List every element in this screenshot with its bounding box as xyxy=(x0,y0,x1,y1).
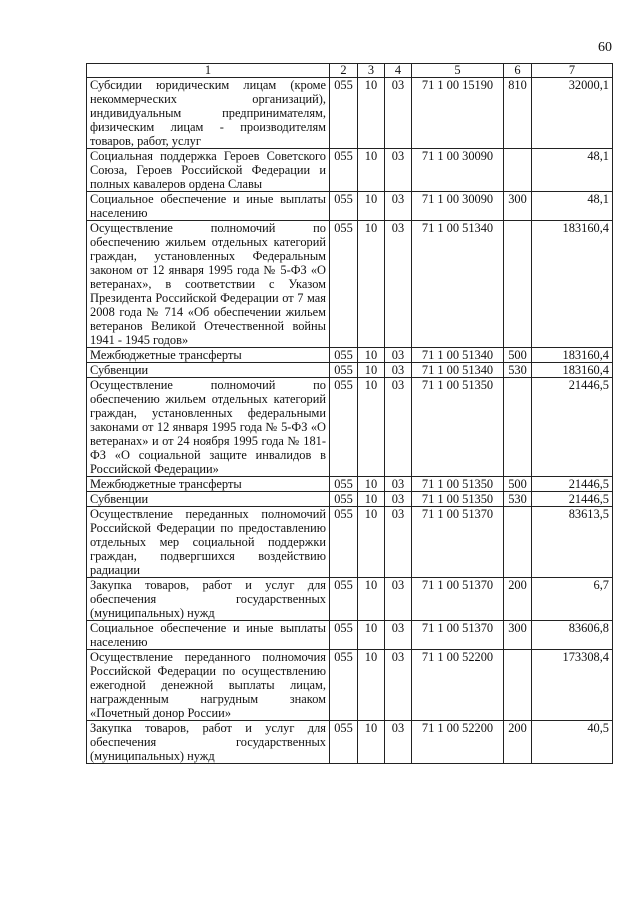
cell-rz: 10 xyxy=(358,221,385,348)
cell-pr: 03 xyxy=(385,78,412,149)
table-row xyxy=(87,378,613,477)
cell-rz: 10 xyxy=(358,650,385,721)
column-header-rz: 3 xyxy=(358,64,385,78)
cell-pr: 03 xyxy=(385,492,412,507)
cell-ved: 055 xyxy=(330,650,358,721)
cell-pr: 03 xyxy=(385,363,412,378)
table-body xyxy=(87,78,613,764)
cell-csr: 71 1 00 51370 xyxy=(412,621,504,650)
cell-rz: 10 xyxy=(358,363,385,378)
cell-ved: 055 xyxy=(330,363,358,378)
cell-rz: 10 xyxy=(358,348,385,363)
column-header-pr: 4 xyxy=(385,64,412,78)
cell-csr: 71 1 00 30090 xyxy=(412,149,504,192)
cell-csr: 71 1 00 51370 xyxy=(412,578,504,621)
cell-name: Межбюджетные трансферты xyxy=(87,348,330,363)
page-number: 60 xyxy=(598,40,612,55)
cell-vr: 300 xyxy=(504,192,532,221)
cell-pr: 03 xyxy=(385,621,412,650)
cell-csr: 71 1 00 51340 xyxy=(412,363,504,378)
cell-name: Закупка товаров, работ и услуг для обеспечения государственных (муниципальных) нужд xyxy=(87,721,330,764)
cell-name: Социальное обеспечение и иные выплаты населению xyxy=(87,621,330,650)
table-row xyxy=(87,507,613,578)
cell-name: Субсидии юридическим лицам (кроме некоммерческих организаций), индивидуальным предпринимателям, физическим лицам - производителям товаров, работ, услуг xyxy=(87,78,330,149)
cell-vr: 500 xyxy=(504,348,532,363)
cell-pr: 03 xyxy=(385,650,412,721)
cell-csr: 71 1 00 52200 xyxy=(412,721,504,764)
table-header-row xyxy=(87,64,613,78)
cell-rz: 10 xyxy=(358,378,385,477)
cell-sum: 83606,8 xyxy=(532,621,613,650)
cell-rz: 10 xyxy=(358,192,385,221)
cell-rz: 10 xyxy=(358,578,385,621)
cell-rz: 10 xyxy=(358,78,385,149)
cell-vr: 300 xyxy=(504,621,532,650)
cell-pr: 03 xyxy=(385,378,412,477)
cell-sum: 83613,5 xyxy=(532,507,613,578)
cell-ved: 055 xyxy=(330,621,358,650)
cell-sum: 6,7 xyxy=(532,578,613,621)
cell-rz: 10 xyxy=(358,149,385,192)
cell-rz: 10 xyxy=(358,477,385,492)
table-row xyxy=(87,477,613,492)
cell-vr xyxy=(504,507,532,578)
column-header-csr: 5 xyxy=(412,64,504,78)
cell-pr: 03 xyxy=(385,578,412,621)
cell-csr: 71 1 00 51340 xyxy=(412,348,504,363)
cell-rz: 10 xyxy=(358,492,385,507)
table-row xyxy=(87,149,613,192)
cell-sum: 21446,5 xyxy=(532,492,613,507)
cell-pr: 03 xyxy=(385,192,412,221)
cell-sum: 21446,5 xyxy=(532,378,613,477)
table-row xyxy=(87,348,613,363)
cell-vr xyxy=(504,378,532,477)
cell-csr: 71 1 00 51370 xyxy=(412,507,504,578)
column-header-vr: 6 xyxy=(504,64,532,78)
cell-sum: 173308,4 xyxy=(532,650,613,721)
cell-name: Закупка товаров, работ и услуг для обеспечения государственных (муниципальных) нужд xyxy=(87,578,330,621)
cell-name: Осуществление полномочий по обеспечению жильем отдельных категорий граждан, установленных федеральными законами от 12 января 1995 года № 5-ФЗ «О ветеранах» и от 24 ноября 1995 года № 181-ФЗ «О социальной защите инвалидов в Российской Федерации» xyxy=(87,378,330,477)
cell-pr: 03 xyxy=(385,221,412,348)
cell-sum: 183160,4 xyxy=(532,363,613,378)
cell-vr xyxy=(504,650,532,721)
cell-csr: 71 1 00 15190 xyxy=(412,78,504,149)
cell-vr: 200 xyxy=(504,721,532,764)
cell-sum: 40,5 xyxy=(532,721,613,764)
cell-ved: 055 xyxy=(330,78,358,149)
column-header-name: 1 xyxy=(87,64,330,78)
cell-name: Осуществление переданного полномочия Российской Федерации по осуществлению ежегодной денежной выплаты лицам, награжденным нагрудным знаком «Почетный донор России» xyxy=(87,650,330,721)
cell-pr: 03 xyxy=(385,477,412,492)
cell-ved: 055 xyxy=(330,492,358,507)
cell-pr: 03 xyxy=(385,348,412,363)
cell-csr: 71 1 00 51350 xyxy=(412,477,504,492)
cell-ved: 055 xyxy=(330,507,358,578)
cell-sum: 32000,1 xyxy=(532,78,613,149)
cell-csr: 71 1 00 52200 xyxy=(412,650,504,721)
table-row xyxy=(87,621,613,650)
cell-name: Субвенции xyxy=(87,492,330,507)
cell-vr xyxy=(504,221,532,348)
cell-csr: 71 1 00 51340 xyxy=(412,221,504,348)
cell-csr: 71 1 00 51350 xyxy=(412,378,504,477)
cell-ved: 055 xyxy=(330,149,358,192)
cell-ved: 055 xyxy=(330,378,358,477)
cell-ved: 055 xyxy=(330,221,358,348)
cell-sum: 183160,4 xyxy=(532,348,613,363)
cell-vr: 200 xyxy=(504,578,532,621)
table-row xyxy=(87,650,613,721)
table-row xyxy=(87,492,613,507)
table-row xyxy=(87,578,613,621)
table-row xyxy=(87,363,613,378)
cell-ved: 055 xyxy=(330,348,358,363)
cell-name: Осуществление переданных полномочий Российской Федерации по предоставлению отдельных мер социальной поддержки граждан, подвергшихся воздействию радиации xyxy=(87,507,330,578)
cell-ved: 055 xyxy=(330,477,358,492)
cell-sum: 48,1 xyxy=(532,149,613,192)
table-row xyxy=(87,221,613,348)
cell-pr: 03 xyxy=(385,507,412,578)
cell-name: Субвенции xyxy=(87,363,330,378)
cell-sum: 48,1 xyxy=(532,192,613,221)
cell-vr: 530 xyxy=(504,363,532,378)
cell-name: Межбюджетные трансферты xyxy=(87,477,330,492)
cell-csr: 71 1 00 30090 xyxy=(412,192,504,221)
cell-sum: 183160,4 xyxy=(532,221,613,348)
cell-csr: 71 1 00 51350 xyxy=(412,492,504,507)
cell-vr: 810 xyxy=(504,78,532,149)
cell-name: Осуществление полномочий по обеспечению жильем отдельных категорий граждан, установленных Федеральным законом от 12 января 1995 года № 5-ФЗ «О ветеранах», в соответствии с Указом Президента Российской Федерации от 7 мая 2008 года № 714 «Об обеспечении жильем ветеранов Великой Отечественной войны 1941 - 1945 годов» xyxy=(87,221,330,348)
table-row xyxy=(87,721,613,764)
cell-rz: 10 xyxy=(358,721,385,764)
cell-sum: 21446,5 xyxy=(532,477,613,492)
cell-ved: 055 xyxy=(330,721,358,764)
table-row xyxy=(87,78,613,149)
column-header-sum: 7 xyxy=(532,64,613,78)
cell-rz: 10 xyxy=(358,507,385,578)
cell-rz: 10 xyxy=(358,621,385,650)
cell-vr: 530 xyxy=(504,492,532,507)
cell-vr xyxy=(504,149,532,192)
cell-ved: 055 xyxy=(330,192,358,221)
cell-name: Социальная поддержка Героев Советского Союза, Героев Российской Федерации и полных кавалеров ордена Славы xyxy=(87,149,330,192)
cell-pr: 03 xyxy=(385,721,412,764)
cell-name: Социальное обеспечение и иные выплаты населению xyxy=(87,192,330,221)
cell-vr: 500 xyxy=(504,477,532,492)
cell-ved: 055 xyxy=(330,578,358,621)
cell-pr: 03 xyxy=(385,149,412,192)
column-header-ved: 2 xyxy=(330,64,358,78)
table-row xyxy=(87,192,613,221)
budget-table xyxy=(86,63,613,764)
